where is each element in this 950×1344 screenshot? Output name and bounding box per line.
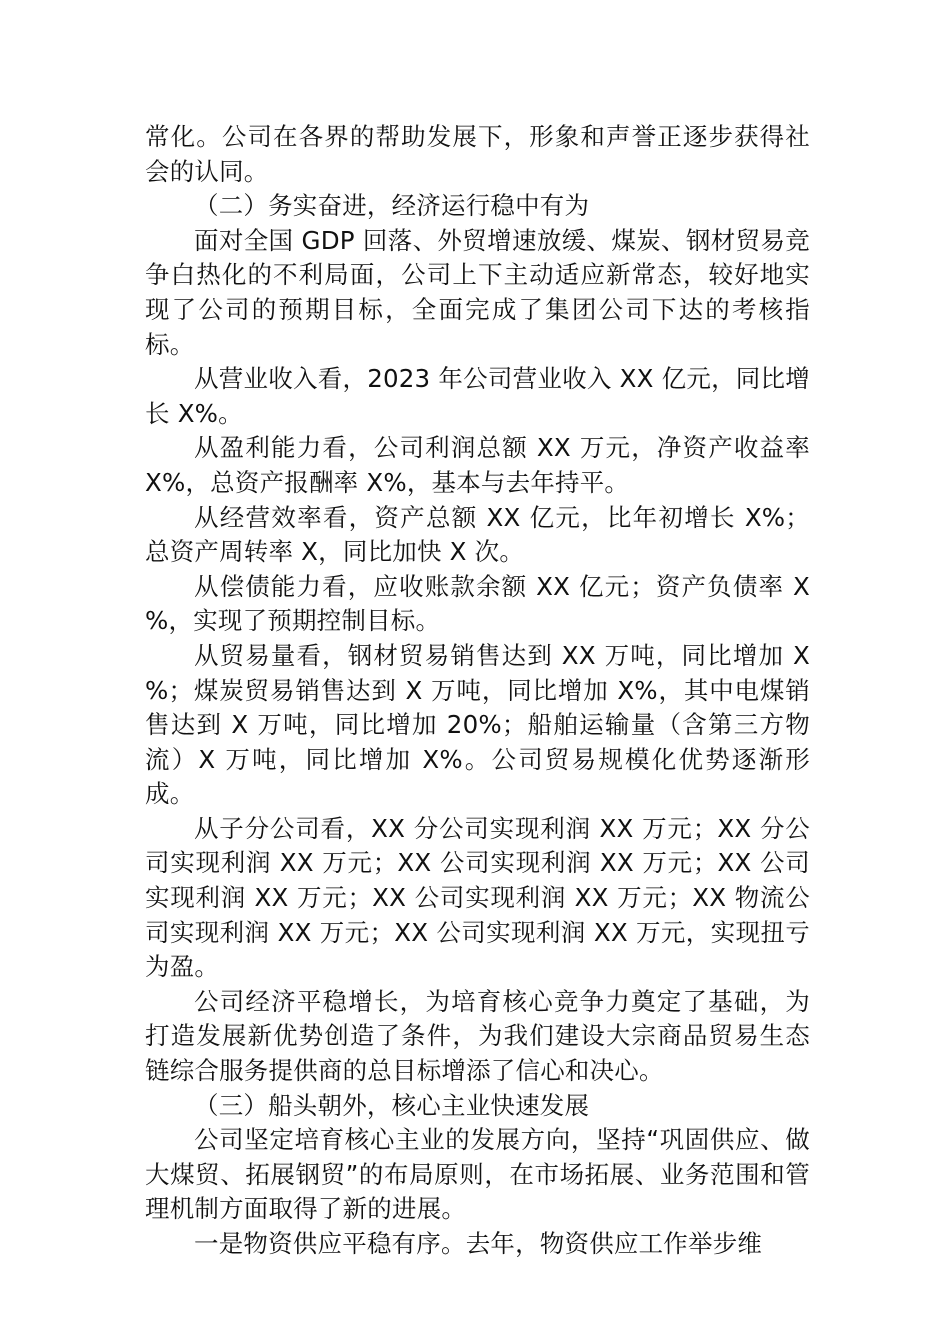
- paragraph-solvency: 从偿债能力看，应收账款余额 XX 亿元；资产负债率 X %，实现了预期控制目标。: [145, 571, 810, 636]
- paragraph-profitability: 从盈利能力看，公司利润总额 XX 万元，净资产收益率 X%，总资产报酬率 X%，基本与去年持平。: [145, 433, 810, 497]
- paragraph-revenue: 从营业收入看，2023 年公司营业收入 XX 亿元，同比增长 X%。: [145, 364, 810, 428]
- paragraph-continuation: 常化。公司在各界的帮助发展下，形象和声誉正逐步获得社会的认同。: [145, 122, 810, 186]
- paragraph-efficiency: 从经营效率看，资产总额 XX 亿元，比年初增长 X%；总资产周转率 X，同比加快 X 次。: [145, 502, 810, 567]
- paragraph-core-business: 公司坚定培育核心主业的发展方向，坚持“巩固供应、做大煤贸、拓展钢贸”的布局原则，在市场拓展、业务范围和管理机制方面取得了新的进展。: [145, 1125, 810, 1224]
- paragraph-trade-volume: 从贸易量看，钢材贸易销售达到 XX 万吨，同比增加 X %；煤炭贸易销售达到 X 万吨，同比增加 X%，其中电煤销售达到 X 万吨，同比增加 20%；船舶运输量（含第三方物流）X 万吨，同比增加 X%。公司贸易规模化优势逐渐形成。: [145, 640, 810, 809]
- paragraph-overview: 面对全国 GDP 回落、外贸增速放缓、煤炭、钢材贸易竞争白热化的不利局面，公司上下主动适应新常态，较好地实现了公司的预期目标，全面完成了集团公司下达的考核指标。: [145, 225, 810, 359]
- section-heading-3: （三）船头朝外，核心主业快速发展: [194, 1090, 590, 1120]
- paragraph-subsidiaries: 从子分公司看，XX 分公司实现利润 XX 万元；XX 分公司实现利润 XX 万元；XX 公司实现利润 XX 万元；XX 公司实现利润 XX 万元；XX 公司实现利润 XX 万元；XX 物流公司实现利润 XX 万元；XX 公司实现利润 XX 万元，实现扭亏为盈。: [145, 813, 810, 982]
- section-heading-2: （二）务实奋进，经济运行稳中有为: [194, 191, 590, 221]
- paragraph-summary: 公司经济平稳增长，为培育核心竞争力奠定了基础，为打造发展新优势创造了条件，为我们建设大宗商品贸易生态链综合服务提供商的总目标增添了信心和决心。: [145, 986, 810, 1086]
- document-body: [145, 120, 810, 1262]
- paragraph-supply: 一是物资供应平稳有序。去年，物资供应工作举步维: [194, 1229, 763, 1258]
